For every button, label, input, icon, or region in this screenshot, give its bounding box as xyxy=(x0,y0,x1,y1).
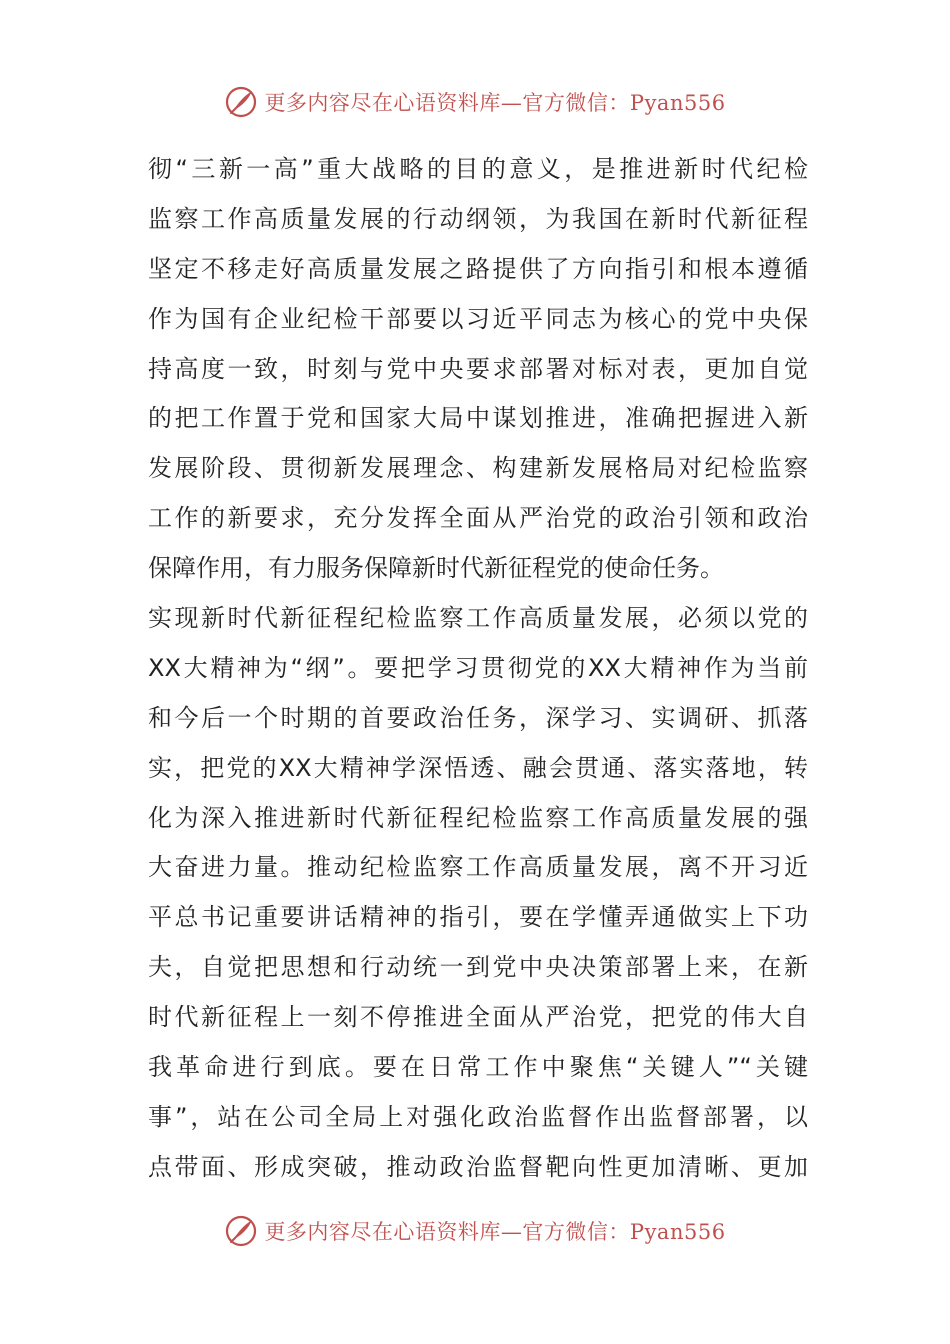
feather-quill-logo-icon xyxy=(224,85,258,119)
text-line: 的把工作置于党和国家大局中谋划推进，准确把握进入新 xyxy=(148,404,808,433)
text-line: 点带面、形成突破，推动政治监督靶向性更加清晰、更加 xyxy=(148,1152,808,1181)
text-line: 作为国有企业纪检干部要以习近平同志为核心的党中央保 xyxy=(148,304,808,333)
text-line: 发展阶段、贯彻新发展理念、构建新发展格局对纪检监察 xyxy=(148,454,808,483)
watermark-text: 更多内容尽在心语资料库—官方微信：Pyan556 xyxy=(264,91,726,115)
text-line: 平总书记重要讲话精神的指引，要在学懂弄通做实上下功 xyxy=(148,903,808,932)
text-line: 我革命进行到底。要在日常工作中聚焦“关键人”“关键 xyxy=(148,1053,808,1082)
text-line: 实，把党的XX大精神学深悟透、融会贯通、落实落地，转 xyxy=(148,753,808,782)
footer-watermark xyxy=(0,1211,950,1251)
text-line: 工作的新要求，充分发挥全面从严治党的政治引领和政治 xyxy=(148,504,808,533)
header-watermark xyxy=(0,82,950,122)
text-line: 彻“三新一高”重大战略的目的意义，是推进新时代纪检 xyxy=(148,155,808,183)
text-line: 持高度一致，时刻与党中央要求部署对标对表，更加自觉 xyxy=(148,354,808,383)
text-line: 和今后一个时期的首要政治任务，深学习、实调研、抓落 xyxy=(148,703,808,732)
text-line: 实现新时代新征程纪检监察工作高质量发展，必须以党的 xyxy=(148,604,808,633)
watermark-text: 更多内容尽在心语资料库—官方微信：Pyan556 xyxy=(264,1220,726,1244)
feather-quill-logo-icon xyxy=(224,1214,258,1248)
text-line: 化为深入推进新时代新征程纪检监察工作高质量发展的强 xyxy=(148,803,808,832)
text-line: 时代新征程上一刻不停推进全面从严治党，把党的伟大自 xyxy=(148,1003,808,1032)
text-line: 监察工作高质量发展的行动纲领，为我国在新时代新征程 xyxy=(148,204,808,233)
text-line: XX大精神为“纲”。要把学习贯彻党的XX大精神作为当前 xyxy=(148,653,808,682)
text-line: 保障作用，有力服务保障新时代新征程党的使命任务。 xyxy=(148,554,724,583)
text-line: 坚定不移走好高质量发展之路提供了方向指引和根本遵循 xyxy=(148,254,808,283)
document-body xyxy=(148,145,808,1193)
text-line: 大奋进力量。推动纪检监察工作高质量发展，离不开习近 xyxy=(148,853,808,882)
text-line: 事”，站在公司全局上对强化政治监督作出监督部署，以 xyxy=(148,1102,808,1131)
text-line: 夫，自觉把思想和行动统一到党中央决策部署上来，在新 xyxy=(148,953,808,982)
